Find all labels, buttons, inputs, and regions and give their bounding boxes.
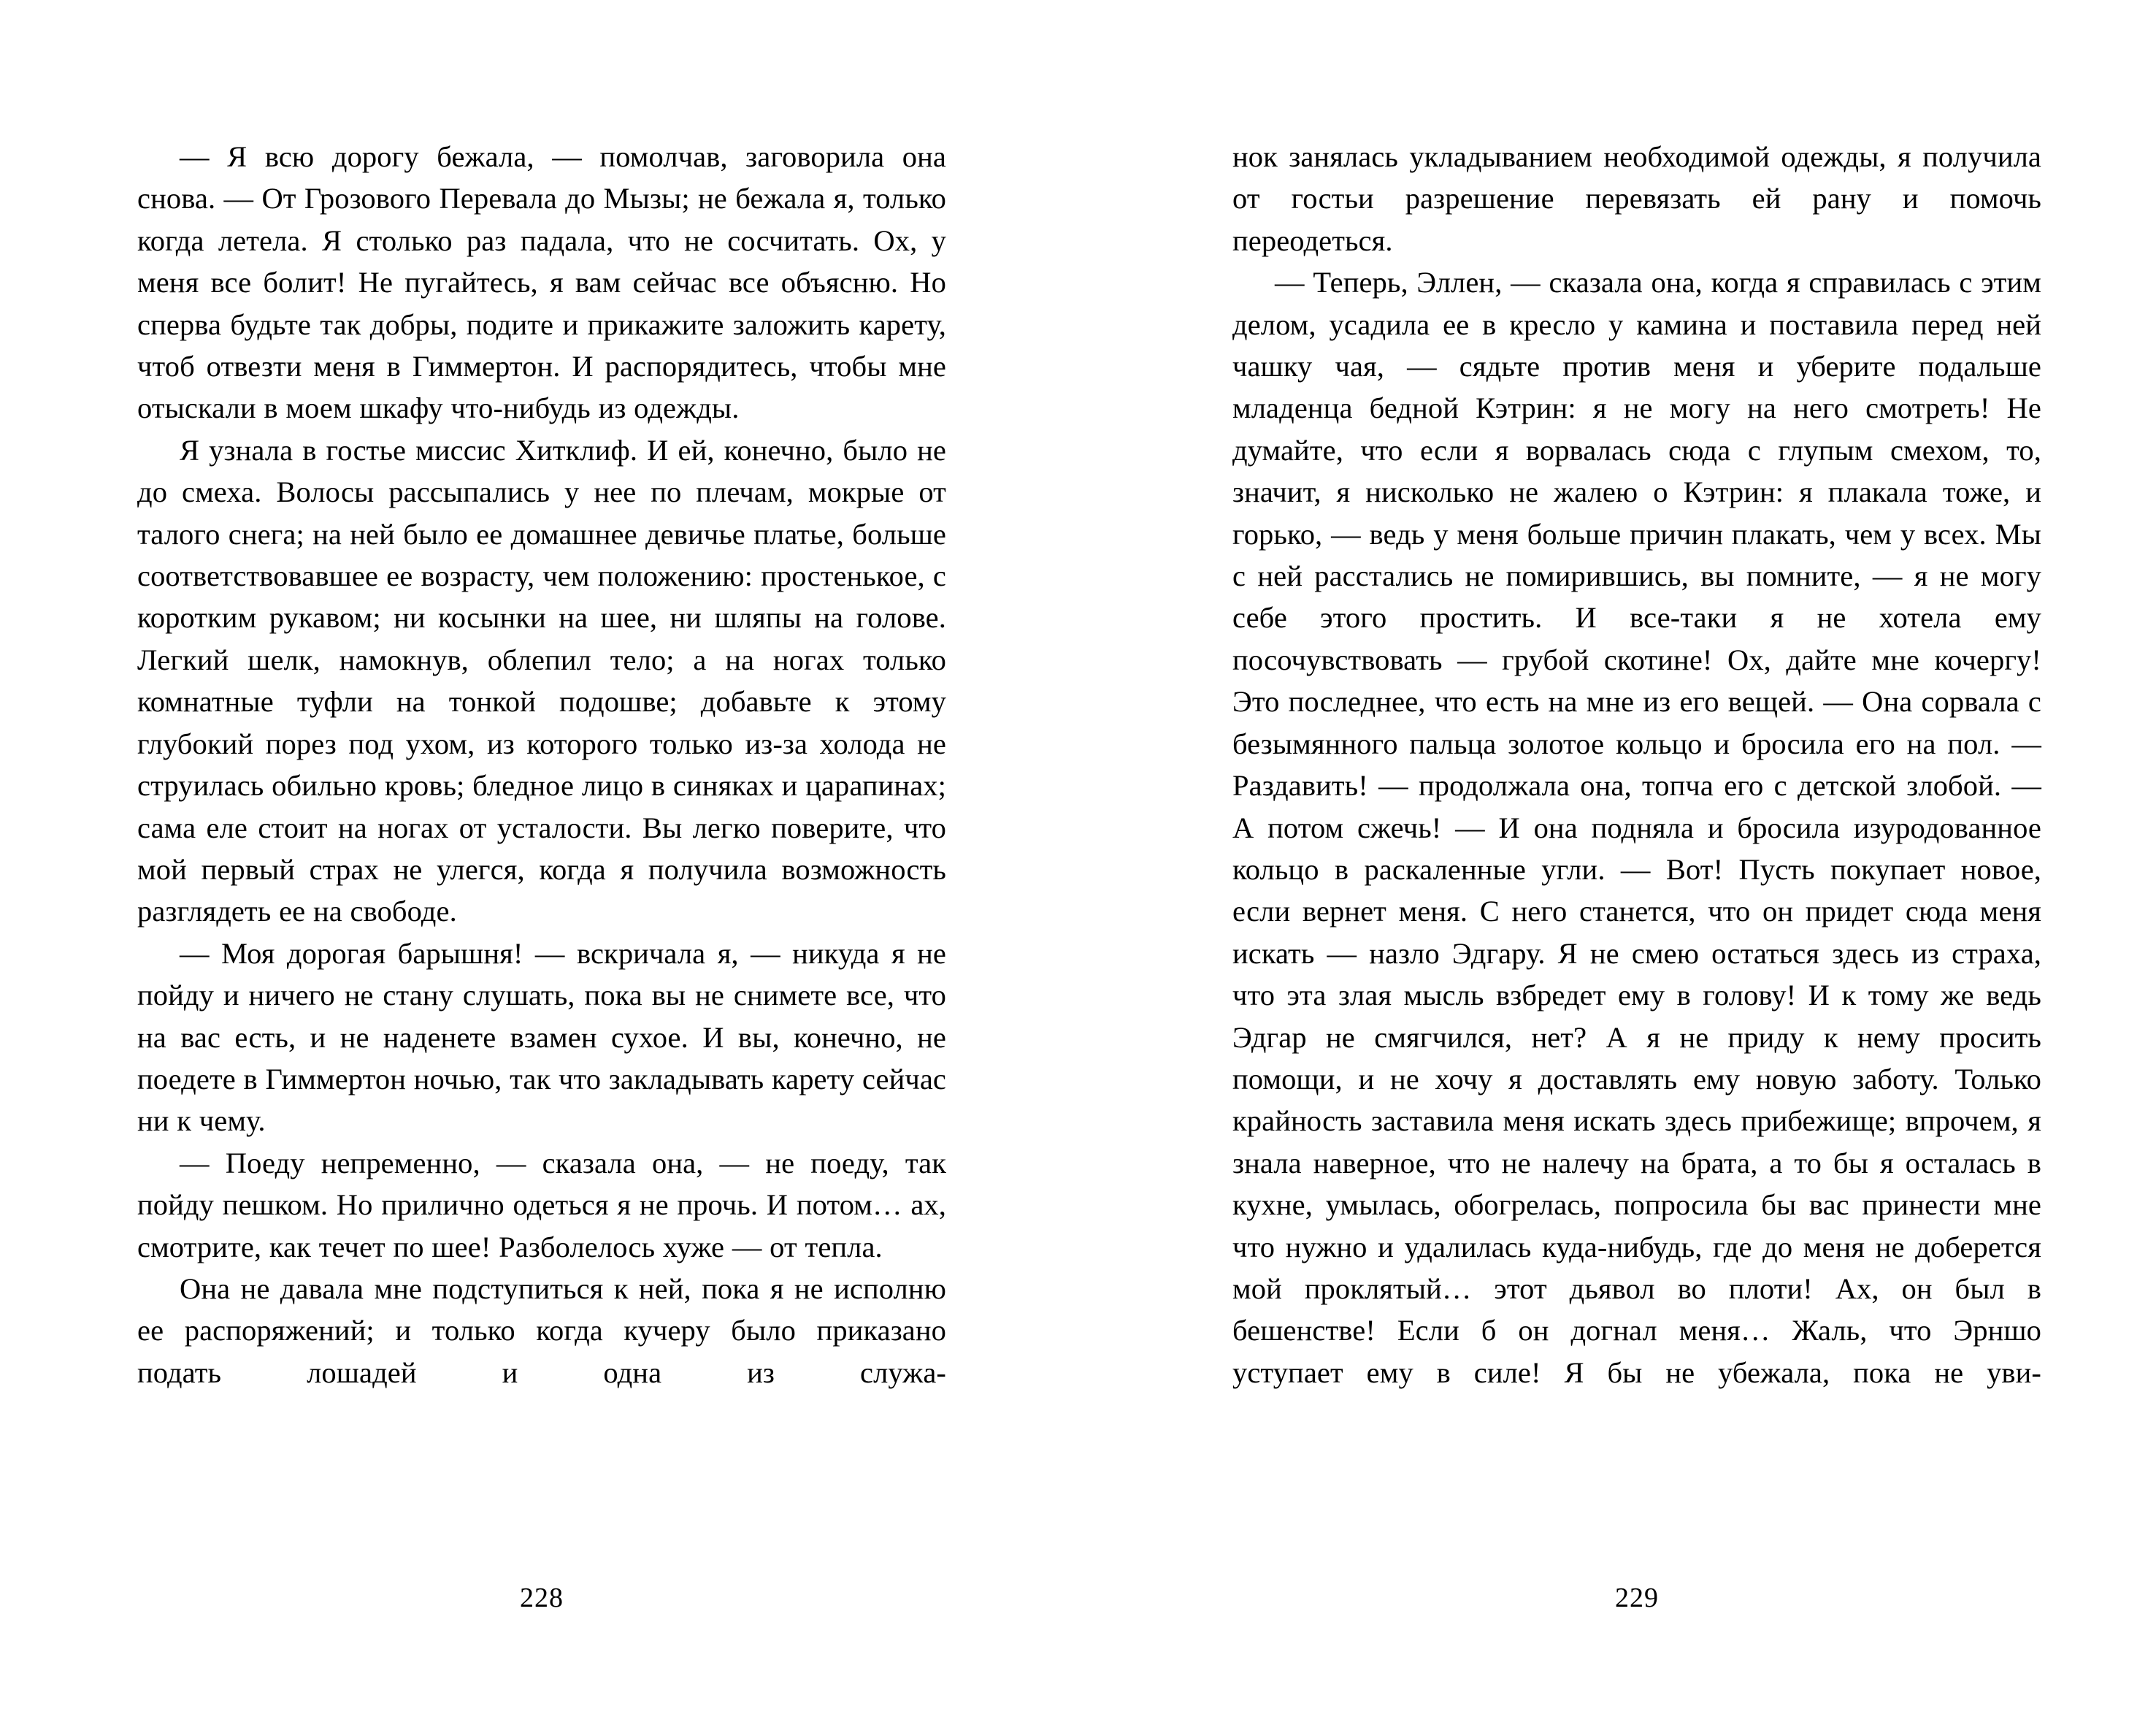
paragraph: Я узнала в гостье миссис Хитклиф. И ей, конечно, было не до смеха. Волосы рассыпались у нее по плечам, мокрые от талого снега; на ней было ее домашнее девичье платье, больше соответствовавшее ее возрасту, чем положению: простенькое, с коротким рукавом; ни косынки на шее, ни шляпы на голове. Легкий шелк, намокнув, облепил тело; а на ногах только комнатные туфли на тонкой подошве; добавьте к этому глубокий порез под ухом, из которого только из-за холода не струилась обильно кровь; бледное лицо в синяках и царапинах; сама еле стоит на ногах от усталости. Вы легко поверите, что мой первый страх не улегся, когда я получила возможность разглядеть ее на свободе. — [137, 433, 946, 928]
left-page-text-block — [137, 136, 946, 1393]
left-page — [137, 0, 946, 1725]
right-page-text-block — [1232, 136, 2041, 1393]
paragraph: нок занялась укладыванием необходимой одежды, я получила от гостьи разрешение перевязать ей рану и помочь переодеться. — [1232, 140, 2041, 257]
page-gutter — [1054, 0, 1124, 1725]
page-number: 228 — [520, 1583, 564, 1613]
paragraph: — Моя дорогая барышня! — вскричала я, — никуда я не пойду и ничего не стану слушать, пока вы не снимете все, что на вас есть, и не наденете взамен сухое. И вы, конечно, не поедете в Гиммертон ночью, так что закладывать карету сейчас ни к чему. — [137, 936, 947, 1138]
paragraph: — Теперь, Эллен, — сказала она, когда я справилась с этим делом, усадила ее в кресло у камина и поставила перед ней чашку чая, — сядьте против меня и уберите подальше младенца бедной Кэтрин: я не могу на него смотреть! Не думайте, что если я ворвалась сюда с глупым смехом, то, значит, я нисколько не жалею о Кэтрин: я плакала тоже, и горько, — ведь у меня больше причин плакать, чем у всех. Мы с ней расстались не помирившись, вы помните, — я не могу себе этого простить. И все-таки я не хотела ему посочувствовать — грубой скотине! Ох, дайте мне кочергу! Это последнее, что есть на мне из его вещей. — Она сорвала с безымянного пальца золотое кольцо и бросила его на пол. — Раздавить! — продолжала она, топча его с детской злобой. — А потом сжечь! — И она подняла и бросила изуродованное кольцо в раскаленные угли. — Вот! Пусть покупает новое, если вернет меня. С него станется, что он придет сюда меня искать — назло Эдгару. Я не смею остаться здесь из страха, что эта злая мысль взбредет ему в голову! И к тому же ведь Эдгар не смягчился, нет? А я не приду к нему просить помощи, и не хочу я доставлять ему новую заботу. Только крайность заставила меня искать здесь прибежище; впрочем, я знала наверное, что не налечу на брата, а то бы я осталась в кухне, умылась, обогрелась, попросила бы вас принести мне что нужно и удалилась куда-нибудь, где до меня не доберется мой проклятый… этот дьявол во плоти! Ах, он был в бешенстве! Если б он догнал меня… Жаль, что Эрншо уступает ему в силе! Я бы не убежала, пока не уви- — [1232, 266, 2041, 1389]
paragraph: Она не давала мне подступиться к ней, пока я не исполню ее распоряжений; и только когда кучеру было приказано подать лошадей и одна из служа- — [137, 1271, 946, 1389]
page-number: 229 — [1615, 1583, 1659, 1613]
right-page — [1232, 0, 2041, 1725]
paragraph: — Поеду непременно, — сказала она, — не поеду, так пойду пешком. Но прилично одеться я не прочь. И потом… ах, смотрите, как течет по шее! Разболелось хуже — от тепла. — [137, 1146, 946, 1263]
paragraph: — Я всю дорогу бежала, — помолчав, заговорила она снова. — От Грозового Перевала до Мызы; не бежала я, только когда летела. Я столько раз падала, что не сосчитать. Ох, у меня все болит! Не пугайтесь, я вам сейчас все объясню. Но сперва будьте так добры, подите и прикажите заложить карету, чтоб отвезти меня в Гиммертон. И распорядитесь, чтобы мне отыскали в моем шкафу что-нибудь из одежды. — [137, 140, 946, 425]
